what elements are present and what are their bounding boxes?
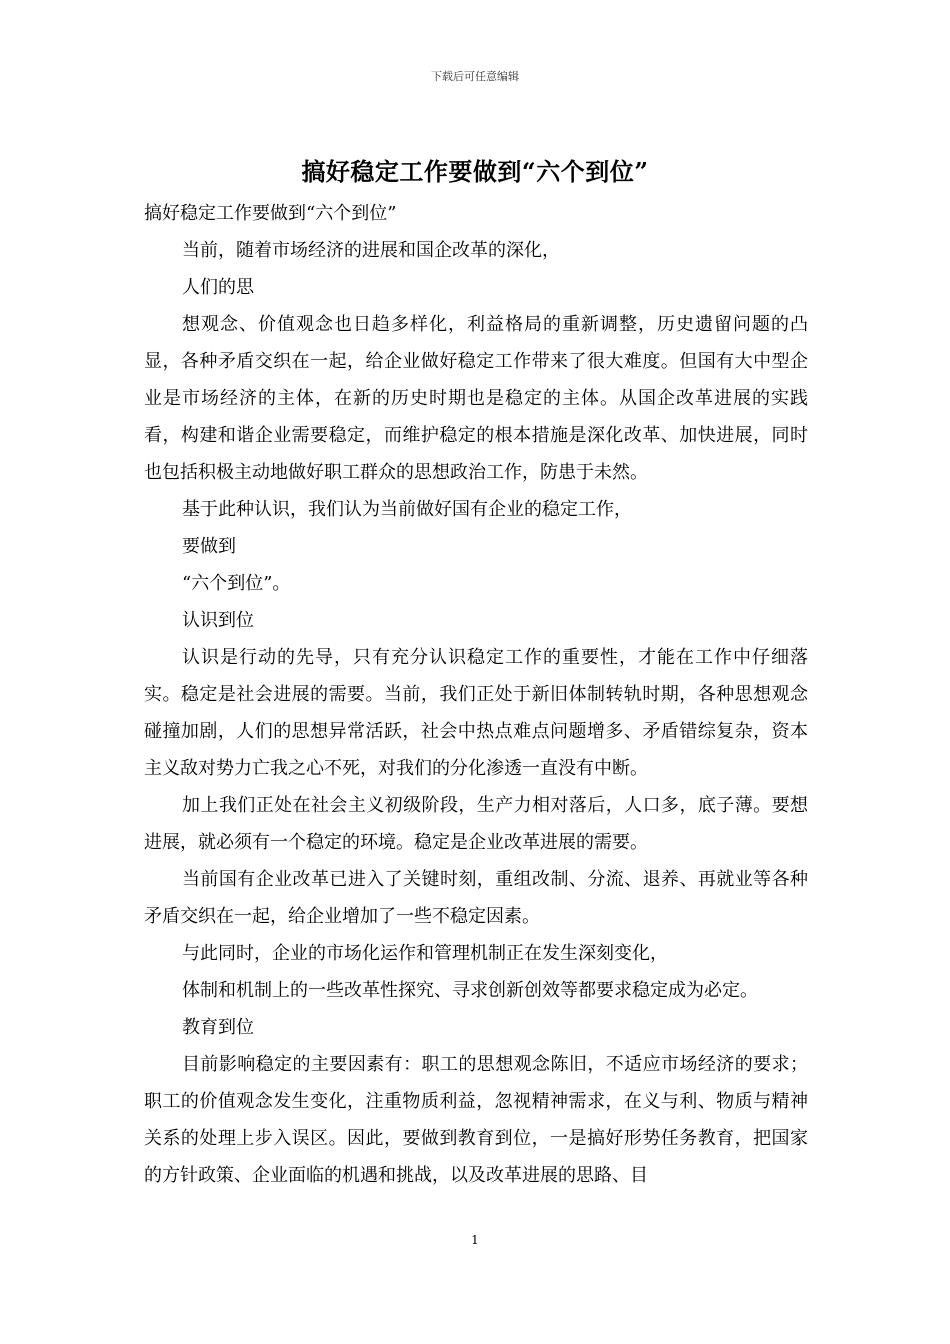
paragraph: 目前影响稳定的主要因素有：职工的思想观念陈旧，不适应市场经济的要求；职工的价值观念发生变化，注重物质利益，忽视精神需求，在义与利、物质与精神关系的处理上步入误区。因此，要做到教育到位，一是搞好形势任务教育，把国家的方针政策、企业面临的机遇和挑战，以及改革进展的思路、目 [144,1054,808,1186]
paragraph: 基于此种认识，我们认为当前做好国有企业的稳定工作， [182,499,632,520]
section-heading: 教育到位 [182,1017,254,1038]
paragraph: 体制和机制上的一些改革性探究、寻求创新创效等都要求稳定成为必定。 [182,980,758,1001]
paragraph: 搞好稳定工作要做到“六个到位” [144,203,397,224]
paragraph: 与此同时，企业的市场化运作和管理机制正在发生深刻变化， [182,943,668,964]
page-number: 1 [471,1233,479,1247]
document-title: 搞好稳定工作要做到“六个到位” [301,157,649,186]
paragraph: 想观念、价值观念也日趋多样化，利益格局的重新调整，历史遗留问题的凸显，各种矛盾交织在一起，给企业做好稳定工作带来了很大难度。但国有大中型企业是市场经济的主体，在新的历史时期也是稳定的主体。从国企改革进展的实践看，构建和谐企业需要稳定，而维护稳定的根本措施是深化改革、加快进展，同时也包括积极主动地做好职工群众的思想政治工作，防患于未然。 [144,314,808,483]
paragraph: 加上我们正处在社会主义初级阶段，生产力相对落后，人口多，底子薄。要想进展，就必须有一个稳定的环境。稳定是企业改革进展的需要。 [144,795,808,853]
paragraph: 要做到 [182,536,236,557]
paragraph: 当前国有企业改革已进入了关键时刻，重组改制、分流、退养、再就业等各种矛盾交织在一起，给企业增加了一些不稳定因素。 [144,869,808,927]
paragraph: 人们的思 [182,277,254,298]
section-heading: 认识到位 [182,610,254,631]
document-body [144,195,808,1194]
paragraph: “六个到位”。 [182,573,291,594]
paragraph: 认识是行动的先导，只有充分认识稳定工作的重要性，才能在工作中仔细落实。稳定是社会进展的需要。当前，我们正处于新旧体制转轨时期，各种思想观念碰撞加剧，人们的思想异常活跃，社会中热点难点问题增多、矛盾错综复杂，资本主义敌对势力亡我之心不死，对我们的分化渗透一直没有中断。 [144,647,808,779]
paragraph: 当前，随着市场经济的进展和国企改革的深化， [182,240,560,261]
header-note: 下载后可任意编辑 [431,70,519,83]
